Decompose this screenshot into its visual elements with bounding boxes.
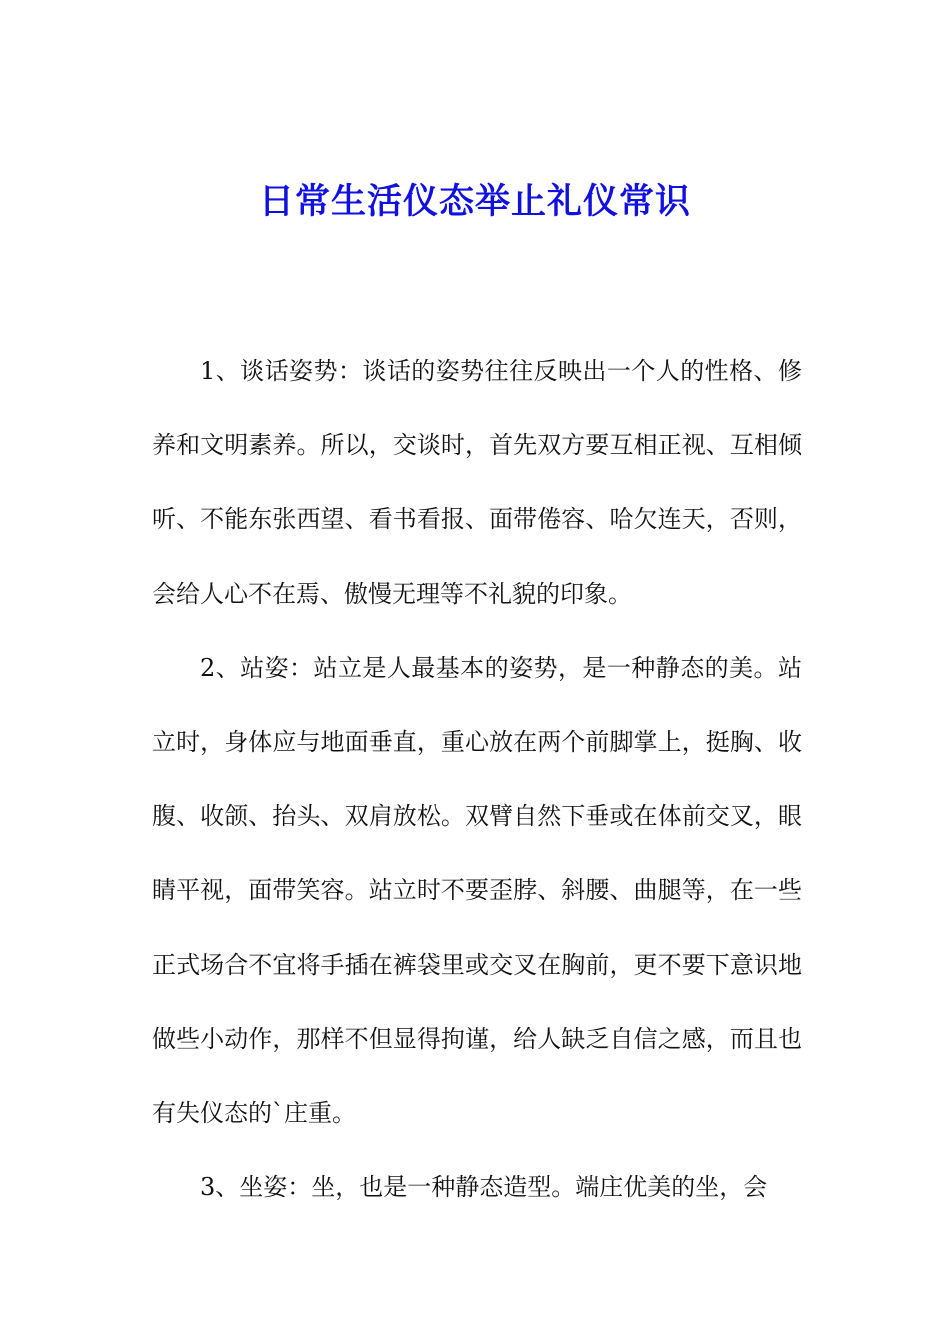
- paragraph-sitting-posture: 3、坐姿：坐，也是一种静态造型。端庄优美的坐，会: [200, 1173, 768, 1202]
- paragraph-talking-posture: 1、谈话姿势：谈话的姿势往往反映出一个人的性格、修养和文明素养。所以，交谈时，首先双方要互相正视、互相倾听、不能东张西望、看书看报、面带倦容、哈欠连天，否则，会给人心不在焉、傲慢无理等不礼貌的印象。: [152, 357, 802, 608]
- document-body: [152, 334, 802, 1224]
- paragraph-standing-posture: 2、站姿：站立是人最基本的姿势，是一种静态的美。站立时，身体应与地面垂直，重心放在两个前脚掌上，挺胸、收腹、收颌、抬头、双肩放松。双臂自然下垂或在体前交叉，眼睛平视，面带笑容。站立时不要歪脖、斜腰、曲腿等，在一些正式场合不宜将手插在裤袋里或交叉在胸前，更不要下意识地做些小动作，那样不但显得拘谨，给人缺乏自信之感，而且也有失仪态的`庄重。: [152, 653, 802, 1128]
- document-title: 日常生活仪态举止礼仪常识: [258, 182, 691, 222]
